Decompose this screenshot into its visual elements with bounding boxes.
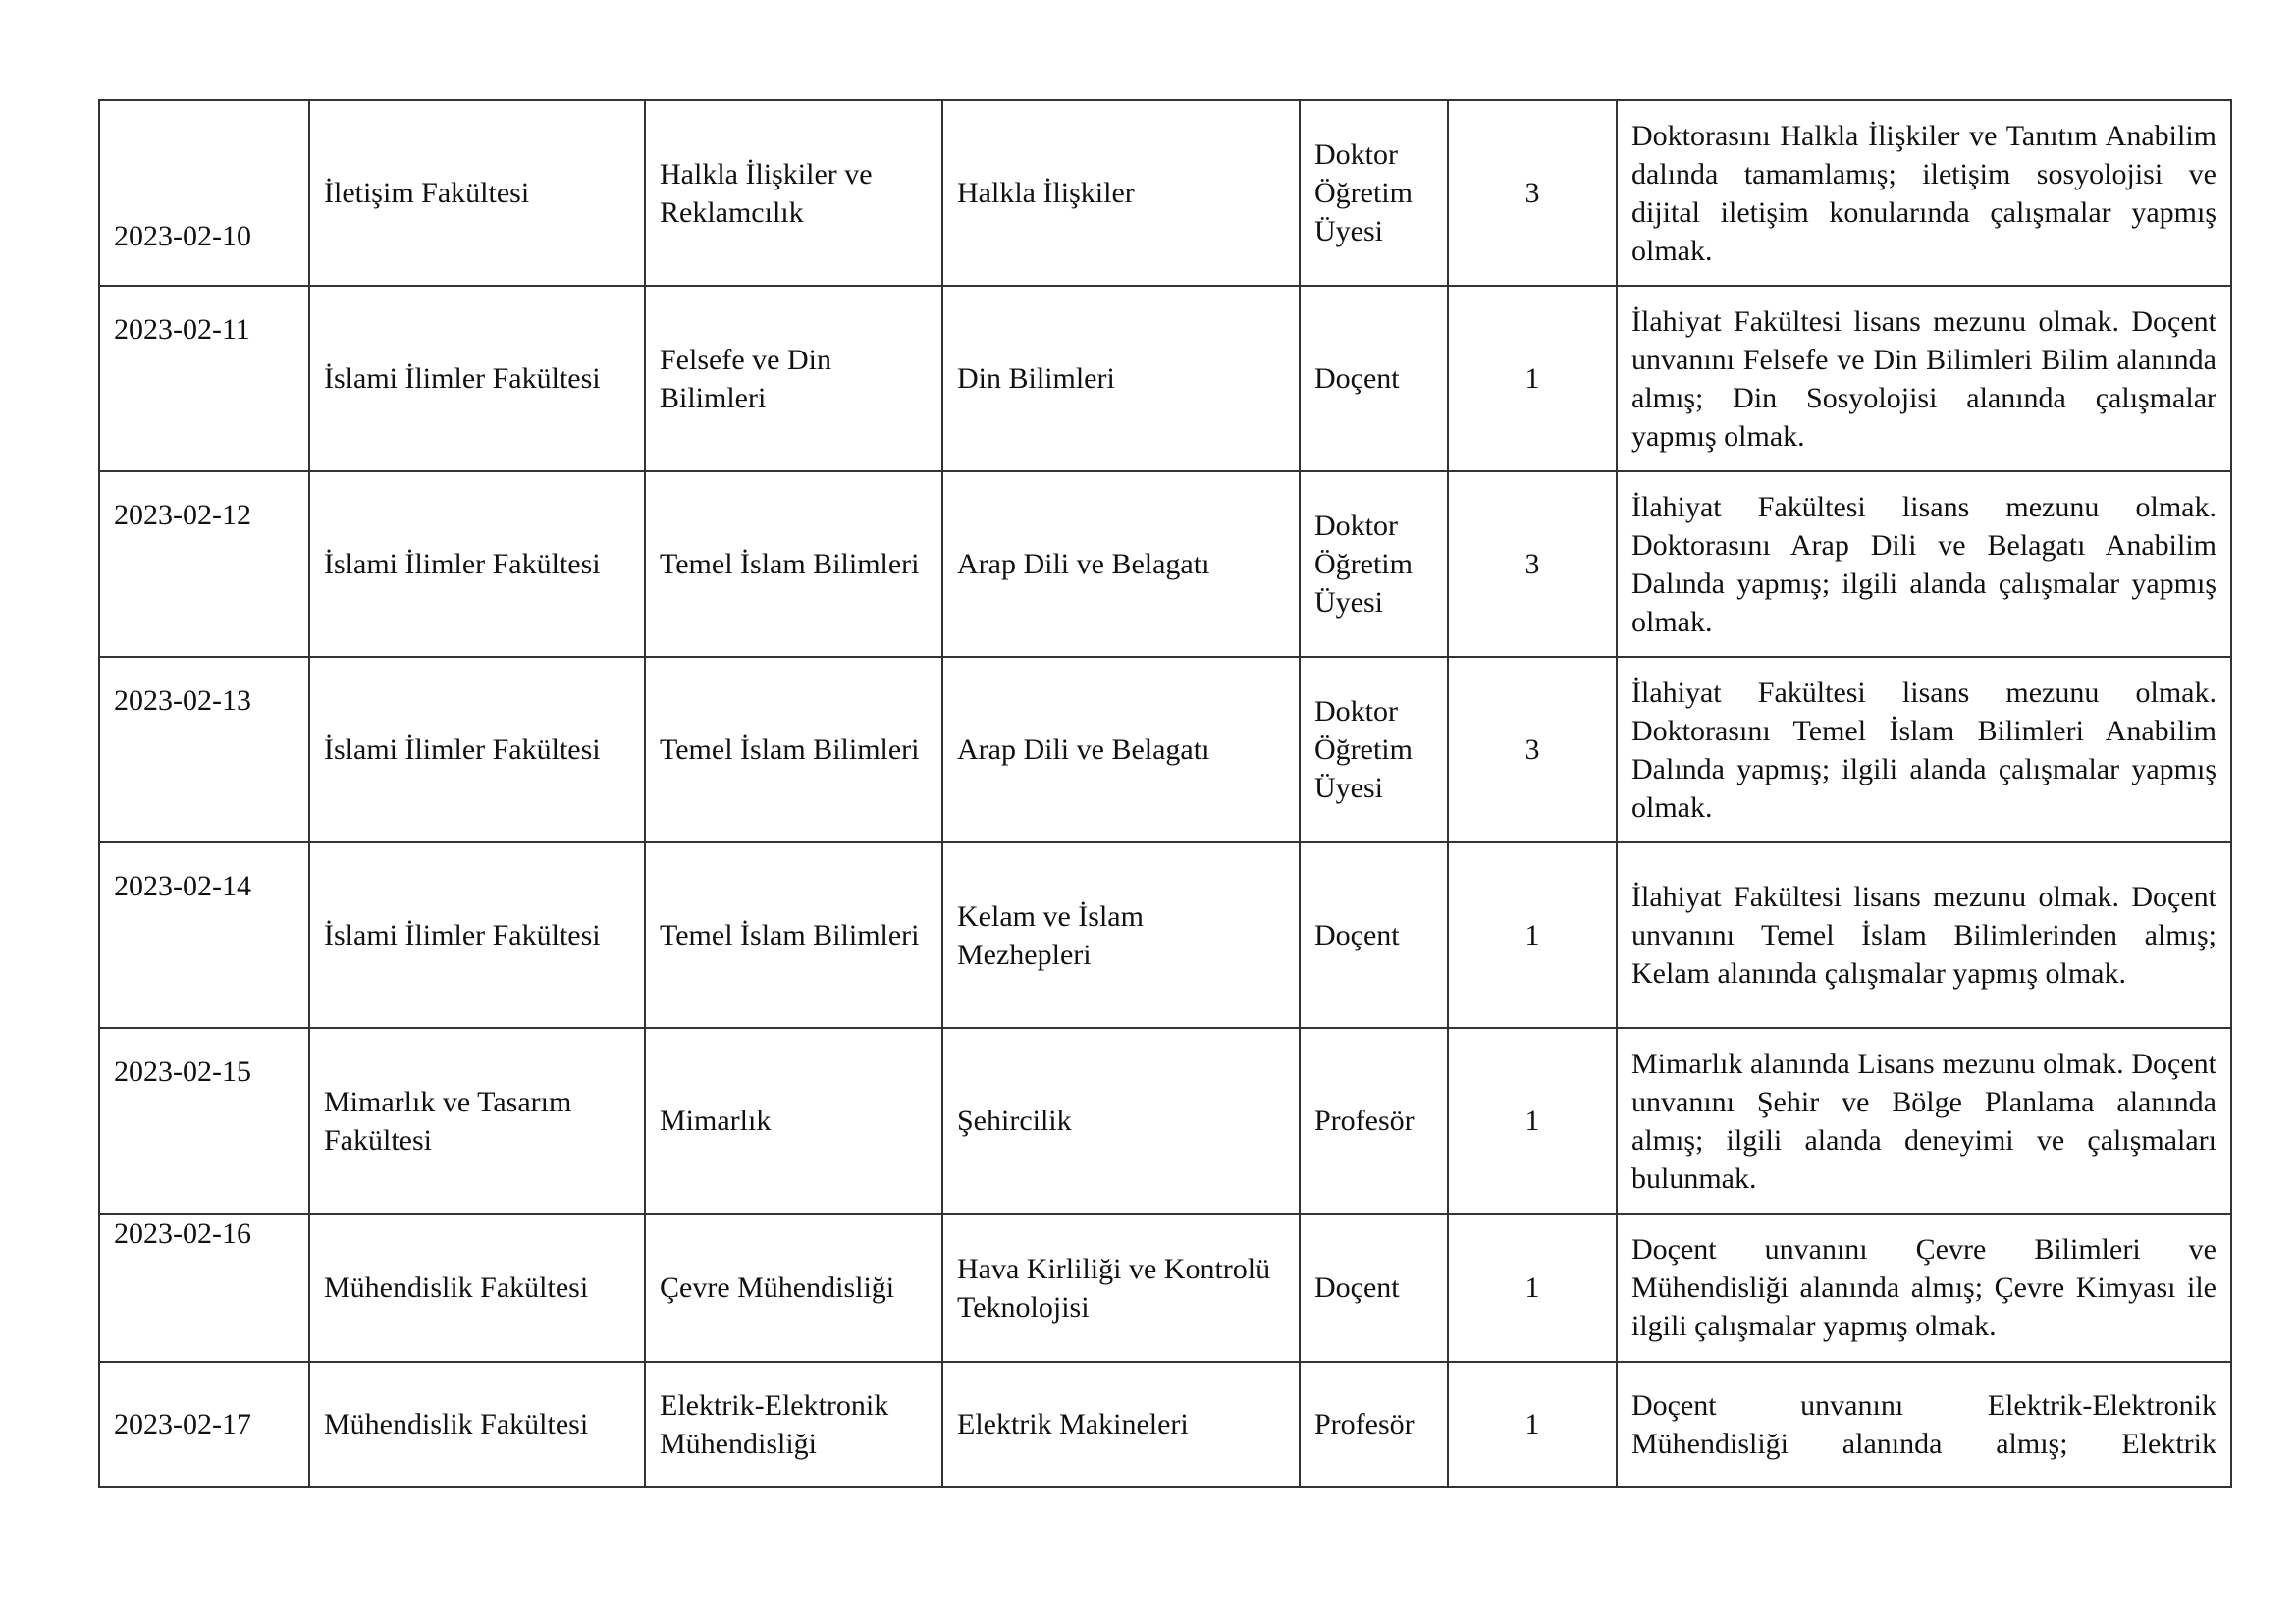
- date-cell: 2023-02-10: [99, 100, 309, 286]
- count-cell: 1: [1448, 842, 1617, 1028]
- faculty-cell: İslami İlimler Fakültesi: [309, 471, 645, 657]
- field-cell: Arap Dili ve Belagatı: [942, 471, 1300, 657]
- department-cell: Temel İslam Bilimleri: [645, 842, 942, 1028]
- faculty-cell: Mühendislik Fakültesi: [309, 1214, 645, 1362]
- field-cell: Arap Dili ve Belagatı: [942, 657, 1300, 842]
- field-cell: Halkla İlişkiler: [942, 100, 1300, 286]
- table-row: [99, 842, 2231, 1028]
- date-cell: 2023-02-14: [99, 842, 309, 1028]
- faculty-cell: İletişim Fakültesi: [309, 100, 645, 286]
- title-cell: Doçent: [1300, 286, 1448, 471]
- position-table: [98, 99, 2232, 1488]
- date-cell: 2023-02-16: [99, 1214, 309, 1362]
- count-cell: 3: [1448, 471, 1617, 657]
- table-row: [99, 471, 2231, 657]
- count-cell: 1: [1448, 286, 1617, 471]
- date-cell: 2023-02-15: [99, 1028, 309, 1214]
- count-cell: 3: [1448, 100, 1617, 286]
- date-cell: 2023-02-11: [99, 286, 309, 471]
- department-cell: Felsefe ve Din Bilimleri: [645, 286, 942, 471]
- department-cell: Temel İslam Bilimleri: [645, 657, 942, 842]
- title-cell: Doktor Öğretim Üyesi: [1300, 471, 1448, 657]
- requirement-cell: Doktorasını Halkla İlişkiler ve Tanıtım Anabilim dalında tamamlamış; iletişim sosyolojisi ve dijital iletişim konularında çalışmalar yapmış olmak.: [1617, 100, 2231, 286]
- date-cell: 2023-02-12: [99, 471, 309, 657]
- requirement-cell: İlahiyat Fakültesi lisans mezunu olmak. Doktorasını Temel İslam Bilimleri Anabilim Dalında yapmış; ilgili alanda çalışmalar yapmış olmak.: [1617, 657, 2231, 842]
- title-cell: Doktor Öğretim Üyesi: [1300, 657, 1448, 842]
- date-cell: 2023-02-17: [99, 1362, 309, 1487]
- title-cell: Doçent: [1300, 1214, 1448, 1362]
- table-row: [99, 657, 2231, 842]
- department-cell: Halkla İlişkiler ve Reklamcılık: [645, 100, 942, 286]
- table-row: [99, 286, 2231, 471]
- count-cell: 1: [1448, 1362, 1617, 1487]
- count-cell: 1: [1448, 1028, 1617, 1214]
- count-cell: 3: [1448, 657, 1617, 842]
- requirement-cell: Mimarlık alanında Lisans mezunu olmak. Doçent unvanını Şehir ve Bölge Planlama alanında almış; ilgili alanda deneyimi ve çalışmaları bulunmak.: [1617, 1028, 2231, 1214]
- department-cell: Mimarlık: [645, 1028, 942, 1214]
- faculty-cell: Mühendislik Fakültesi: [309, 1362, 645, 1487]
- title-cell: Profesör: [1300, 1362, 1448, 1487]
- field-cell: Elektrik Makineleri: [942, 1362, 1300, 1487]
- title-cell: Doçent: [1300, 842, 1448, 1028]
- table-row: [99, 1214, 2231, 1362]
- faculty-cell: İslami İlimler Fakültesi: [309, 286, 645, 471]
- field-cell: Şehircilik: [942, 1028, 1300, 1214]
- department-cell: Temel İslam Bilimleri: [645, 471, 942, 657]
- field-cell: Din Bilimleri: [942, 286, 1300, 471]
- department-cell: Çevre Mühendisliği: [645, 1214, 942, 1362]
- faculty-cell: Mimarlık ve Tasarım Fakültesi: [309, 1028, 645, 1214]
- requirement-cell: İlahiyat Fakültesi lisans mezunu olmak. Doktorasını Arap Dili ve Belagatı Anabilim Dalında yapmış; ilgili alanda çalışmalar yapmış olmak.: [1617, 471, 2231, 657]
- title-cell: Doktor Öğretim Üyesi: [1300, 100, 1448, 286]
- faculty-cell: İslami İlimler Fakültesi: [309, 842, 645, 1028]
- faculty-cell: İslami İlimler Fakültesi: [309, 657, 645, 842]
- field-cell: Kelam ve İslam Mezhepleri: [942, 842, 1300, 1028]
- field-cell: Hava Kirliliği ve Kontrolü Teknolojisi: [942, 1214, 1300, 1362]
- table-row: [99, 1362, 2231, 1487]
- title-cell: Profesör: [1300, 1028, 1448, 1214]
- count-cell: 1: [1448, 1214, 1617, 1362]
- requirement-cell: İlahiyat Fakültesi lisans mezunu olmak. Doçent unvanını Felsefe ve Din Bilimleri Bilim alanında almış; Din Sosyolojisi alanında çalışmalar yapmış olmak.: [1617, 286, 2231, 471]
- requirement-cell: İlahiyat Fakültesi lisans mezunu olmak. Doçent unvanını Temel İslam Bilimlerinden almış; Kelam alanında çalışmalar yapmış olmak.: [1617, 842, 2231, 1028]
- date-cell: 2023-02-13: [99, 657, 309, 842]
- requirement-cell: Doçent unvanını Elektrik-Elektronik Mühendisliği alanında almış; Elektrik: [1617, 1362, 2231, 1487]
- requirement-cell: Doçent unvanını Çevre Bilimleri ve Mühendisliği alanında almış; Çevre Kimyası ile ilgili çalışmalar yapmış olmak.: [1617, 1214, 2231, 1362]
- table-row: [99, 1028, 2231, 1214]
- table-row: [99, 100, 2231, 286]
- department-cell: Elektrik-Elektronik Mühendisliği: [645, 1362, 942, 1487]
